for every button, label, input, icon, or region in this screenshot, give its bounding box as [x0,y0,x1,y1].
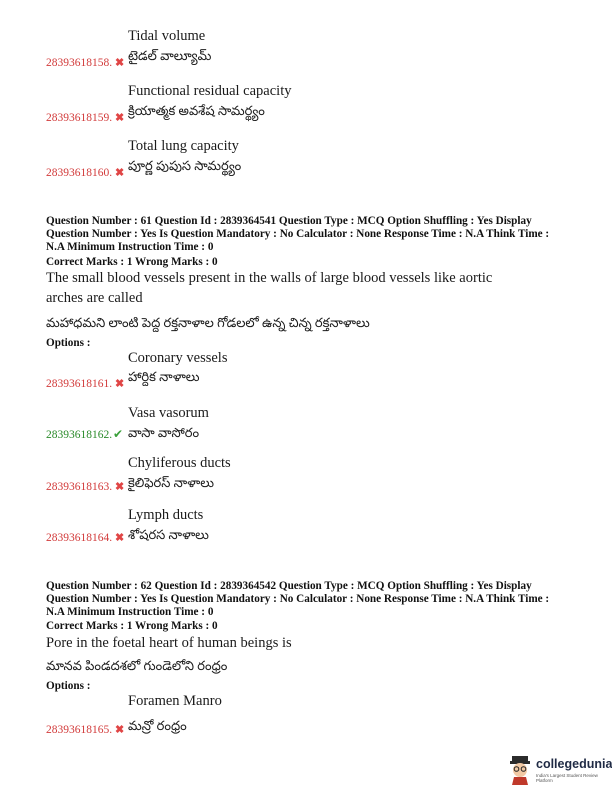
wrong-mark-icon: ✖ [115,481,125,493]
option-en-text: Vasa vasorum [128,405,209,421]
option-en-text: Chyliferous ducts [128,455,231,471]
wrong-mark-icon: ✖ [115,167,125,179]
question-text-en: The small blood vessels present in the walls of large blood vessels like aortic [46,270,493,286]
logo-tagline: India's Largest Student Review Platform [536,773,598,783]
option-te-text: వాసా వాసోరం [128,425,200,440]
option-te-text: టైడల్ వాల్యూమ్ [128,48,212,63]
collegedunia-logo [506,753,610,787]
option-te-text: కైలిఫెరస్ నాళాలు [128,475,214,490]
option-id: 28393618162. [46,429,113,441]
options-label: Options : [46,680,91,692]
option-id: 28393618164. [46,532,113,544]
option-en-text: Functional residual capacity [128,83,292,99]
options-label: Options : [46,337,91,349]
question-text-te: మహాధమని లాంటి పెద్ద రక్తనాళాల గోడలలో ఉన్న చిన్న రక్తనాళాలు [46,315,370,330]
option-id: 28393618161. [46,378,113,390]
correct-mark-icon: ✔ [113,427,124,441]
option-te-text: పూర్ణ పుపుస సామర్థ్యం [128,158,242,173]
wrong-mark-icon: ✖ [115,57,125,69]
wrong-mark-icon: ✖ [115,724,125,736]
question-meta-line: Question Number : 62 Question Id : 2839364542 Question Type : MCQ Option Shuffling : Yes Display [46,580,532,592]
option-te-text: శోషరస నాళాలు [128,527,209,542]
option-en-text: Foramen Manro [128,693,222,709]
question-meta-line: Question Number : Yes Is Question Mandatory : No Calculator : None Response Time : N.A Think Time : [46,593,550,605]
option-id: 28393618159. [46,112,113,124]
wrong-mark-icon: ✖ [115,532,125,544]
question-meta-line: N.A Minimum Instruction Time : 0 [46,606,214,618]
option-id: 28393618158. [46,57,113,69]
option-id: 28393618165. [46,724,113,736]
wrong-mark-icon: ✖ [115,112,125,124]
option-en-text: Coronary vessels [128,350,228,366]
option-id: 28393618160. [46,167,113,179]
question-meta-line: Question Number : Yes Is Question Mandatory : No Calculator : None Response Time : N.A Think Time : [46,228,550,240]
option-te-text: హార్దిక నాళాలు [128,369,200,384]
option-en-text: Total lung capacity [128,138,239,154]
mascot-icon [506,753,534,785]
wrong-mark-icon: ✖ [115,378,125,390]
question-marks: Correct Marks : 1 Wrong Marks : 0 [46,620,218,632]
question-marks: Correct Marks : 1 Wrong Marks : 0 [46,256,218,268]
option-en-text: Tidal volume [128,28,206,44]
option-en-text: Lymph ducts [128,507,204,523]
question-meta-line: N.A Minimum Instruction Time : 0 [46,241,214,253]
question-text-te: మానవ పిండదశలో గుండెలోని రంధ్రం [46,658,228,673]
logo-text: collegedunia [536,757,612,771]
option-id: 28393618163. [46,481,113,493]
question-meta-line: Question Number : 61 Question Id : 2839364541 Question Type : MCQ Option Shuffling : Yes Display [46,215,532,227]
option-te-text: క్రియాత్మక అవశేష సామర్థ్యం [128,103,265,118]
question-text-en: arches are called [46,290,143,306]
question-text-en: Pore in the foetal heart of human beings is [46,635,292,651]
option-te-text: మన్రో రంధ్రం [128,718,187,733]
